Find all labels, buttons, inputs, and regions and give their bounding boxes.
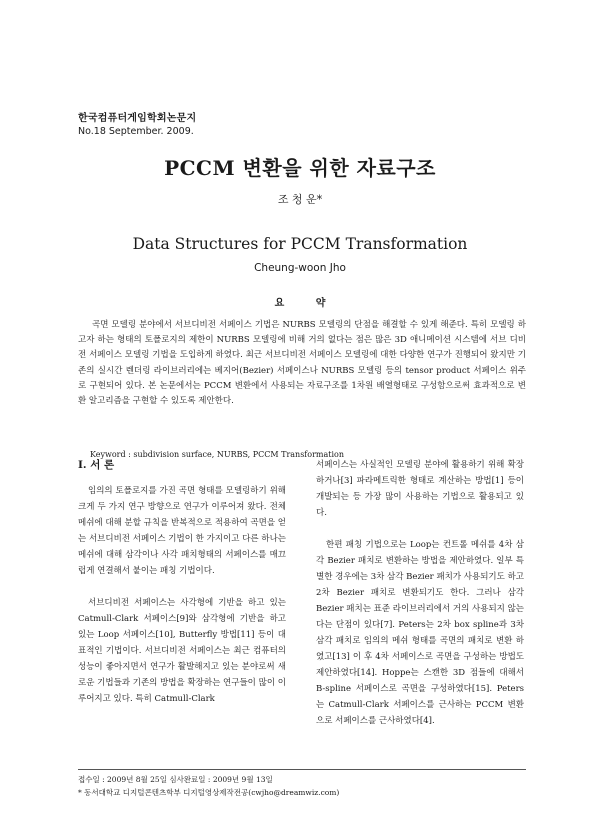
body-paragraph: 서페이스는 사실적인 모델링 분야에 활용하기 위해 확장하거나[3] 파라메트릭한 형태로 계산하는 방법[1] 등이 개발되는 등 가장 많이 사용하는 기법으로 활용되고 있다. (316, 460, 524, 518)
author-english: Cheung-woon Jho (254, 262, 346, 274)
section-heading-introduction: Ⅰ. 서 론 (78, 459, 115, 471)
abstract-body: 곡면 모델링 분야에서 서브디비전 서페이스 기법은 NURBS 모델링의 단점을 해결할 수 있게 해준다. 특히 모델링 하고자 하는 형태의 토폴로지의 제한이 NURBS 모델링에 비해 거의 없다는 점은 많은 3D 애니메이션 시스템에 서브 디비전 서페이스 모델링 기법을 도입하게 하였다. 최근 서브디비전 서페이스 모델링에 대한 다양한 연구가 진행되어 왔지만 기존의 실시간 렌더링 라이브러리에는 베지어(Bezier) 서페이스나 NURBS 모델링 등의 tensor product 서페이스 위주로 구현되어 있다. 본 논문에서는 PCCM 변환에서 사용되는 자료구조를 1차원 배열형태로 구성함으로써 효과적으로 변환 알고리즘을 구현할 수 있도록 제안한다. (78, 320, 526, 407)
journal-header (78, 109, 196, 137)
body-paragraph: 한편 패칭 기법으로는 Loop는 컨트롤 메쉬를 4차 삼각 Bezier 패치로 변환하는 방법을 제안하였다. 일부 특별한 경우에는 3차 삼각 Bezier 패치가 사용되기도 하고 2차 Bezier 패치로 변환되기도 한다. 그러나 삼각 Bezier 패치는 표준 라이브러리에서 거의 사용되지 않는다는 단점이 있다[7]. Peters는 2차 box spline과 3차 삼각 패치로 임의의 메쉬 형태를 곡면의 패치로 변환 하였고[13] 이 후 4차 서페이스로 곡면을 구성하는 방법도 제안하였다[14]. Hoppe는 스캔한 3D 점들에 대해서 B-spline 서페이스로 곡면을 구성하였다[15]. Peters는 Catmull-Clark 서페이스를 근사하는 PCCM 변환으로 서페이스를 근사하였다[4]. (316, 540, 525, 726)
body-paragraph: 서브디비전 서페이스는 사각형에 기반을 하고 있는 Catmull-Clark 서페이스[9]와 삼각형에 기반을 하고 있는 Loop 서페이스[10], Butterfly 방법[11] 등이 대표적인 기법이다. 서브디비전 서페이스는 최근 컴퓨터의 성능이 좋아지면서 연구가 활발해지고 있는 분야로써 새로운 기법들과 기존의 방법을 확장하는 연구들이 많이 이루어지고 있다. 특히 Catmull-Clark (78, 598, 286, 704)
right-column (316, 457, 524, 745)
left-column (78, 457, 286, 723)
body-paragraph: 임의의 토폴로지를 가진 곡면 형태를 모델링하기 위해 크게 두 가지 연구 방향으로 연구가 이루어져 왔다. 전체 메쉬에 대해 분할 규칙을 반복적으로 적용하여 곡면을 얻는 서브디비전 서페이스 기법이 한 가지이고 다른 하나는 메쉬에 대해 삼각이나 사각 패치형태의 서페이스를 매끄럽게 연결해서 붙이는 패칭 기법이다. (78, 486, 286, 576)
footnote-dates: 접수일 : 2009년 8월 25일 심사완료일 : 2009년 9월 13일 (78, 775, 273, 784)
keywords: Keyword : subdivision surface, NURBS, PCCM Transformation (90, 450, 345, 459)
footnote-divider (78, 769, 526, 770)
journal-issue: No.18 September. 2009. (78, 126, 194, 137)
paper-title-korean: PCCM 변환을 위한 자료구조 (164, 156, 436, 180)
paper-title-english: Data Structures for PCCM Transformation (132, 235, 468, 253)
footnote-affiliation: * 동서대학교 디지털콘텐츠학부 디지털영상제작전공(cwjho@dreamwiz.com) (78, 788, 340, 797)
abstract-heading: 요 약 (274, 298, 340, 309)
author-korean: 조 청 운* (277, 193, 323, 206)
journal-name: 한국컴퓨터게임학회논문지 (78, 113, 197, 124)
